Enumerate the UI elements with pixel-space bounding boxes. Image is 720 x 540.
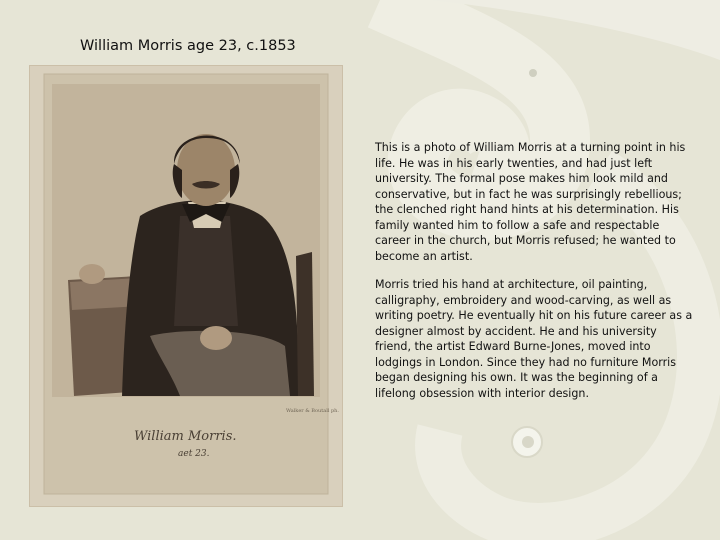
paragraph-1: This is a photo of William Morris at a turning point in his life. He was in his early twenties, and had just left university. The formal pose makes him look mild and conservative, but in fact he was surprisingly rebellious; the clenched right hand hints at his determination. His family wanted him to follow a safe and respectable career in the church, but Morris refused; he wanted to become an artist. bbox=[375, 141, 686, 263]
paragraph-2: Morris tried his hand at architecture, oil painting, calligraphy, embroidery and wood-carving, as well as writing poetry. He eventually hit on his future career as a designer almost by accident. He and his university friend, the artist Edward Burne-Jones, moved into lodgings in London. Since they had no furniture Morris began designing his own. It was the beginning of a lifelong obsession with interior design. bbox=[375, 278, 693, 400]
engraver-credit: Walker & Boutall ph. bbox=[286, 408, 339, 414]
portrait-image bbox=[30, 66, 342, 506]
portrait-signature: William Morris. bbox=[134, 429, 237, 444]
description-text bbox=[375, 140, 693, 414]
portrait-signature-sub: aet 23. bbox=[178, 449, 210, 459]
slide-title: William Morris age 23, c.1853 bbox=[80, 38, 296, 54]
portrait-photo bbox=[30, 66, 342, 506]
